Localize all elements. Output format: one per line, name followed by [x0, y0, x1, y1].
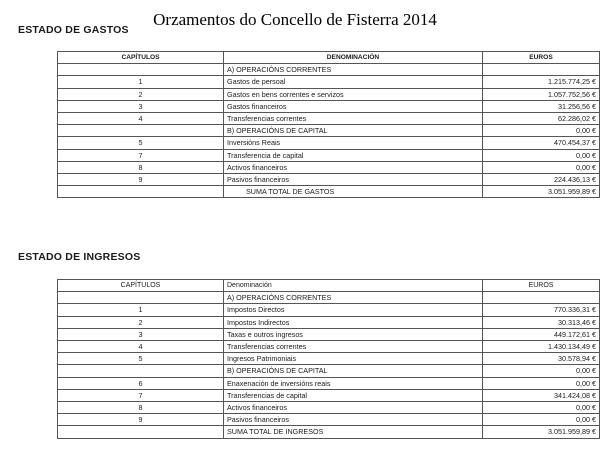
expenses-table-body	[58, 64, 600, 198]
denomination-cell: Taxas e outros ingresos	[224, 328, 483, 340]
amount-cell: 0,00 €	[483, 377, 600, 389]
chapter-cell	[58, 186, 224, 198]
amount-cell: 0,00 €	[483, 414, 600, 426]
chapter-cell: 8	[58, 402, 224, 414]
header-denomination: DENOMINACIÓN	[224, 52, 483, 64]
amount-cell: 0,00 €	[483, 365, 600, 377]
denomination-cell: Pasivos financeiros	[224, 414, 483, 426]
document-title: Orzamentos do Concello de Fisterra 2014	[153, 10, 437, 29]
denomination-cell: Transferencia de capital	[224, 149, 483, 161]
denomination-cell: Transferencias de capital	[224, 389, 483, 401]
denomination-cell: SUMA TOTAL DE GASTOS	[224, 186, 483, 198]
table-header-row	[58, 280, 600, 292]
amount-cell: 3.051.959,89 €	[483, 426, 600, 438]
denomination-cell: A) OPERACIÓNS CORRENTES	[224, 64, 483, 76]
amount-cell: 1.057.752,56 €	[483, 88, 600, 100]
table-row	[58, 125, 600, 137]
chapter-cell	[58, 365, 224, 377]
denomination-cell: B) OPERACIÓNS DE CAPITAL	[224, 125, 483, 137]
chapter-cell: 1	[58, 76, 224, 88]
amount-cell: 470.454,37 €	[483, 137, 600, 149]
table-row	[58, 149, 600, 161]
table-row	[58, 113, 600, 125]
table-row	[58, 402, 600, 414]
denomination-cell: Impostos Directos	[224, 304, 483, 316]
denomination-cell: Inversións Reais	[224, 137, 483, 149]
amount-cell: 1.215.774,25 €	[483, 76, 600, 88]
table-row	[58, 137, 600, 149]
chapter-cell: 5	[58, 353, 224, 365]
table-row	[58, 292, 600, 304]
denomination-cell: SUMA TOTAL DE INGRESOS	[224, 426, 483, 438]
header-chapters: CAPÍTULOS	[58, 280, 224, 292]
table-row	[58, 414, 600, 426]
table-row	[58, 328, 600, 340]
amount-cell	[483, 64, 600, 76]
table-row	[58, 389, 600, 401]
table-row	[58, 426, 600, 438]
income-table-body	[58, 292, 600, 438]
table-row	[58, 341, 600, 353]
header-chapters: CAPÍTULOS	[58, 52, 224, 64]
amount-cell: 30.313,46 €	[483, 316, 600, 328]
chapter-cell: 9	[58, 414, 224, 426]
chapter-cell: 4	[58, 341, 224, 353]
amount-cell: 770.336,31 €	[483, 304, 600, 316]
amount-cell: 0,00 €	[483, 125, 600, 137]
denomination-cell: Pasivos financeiros	[224, 174, 483, 186]
chapter-cell: 7	[58, 149, 224, 161]
chapter-cell: 2	[58, 316, 224, 328]
amount-cell: 0,00 €	[483, 161, 600, 173]
denomination-cell: Gastos financeiros	[224, 100, 483, 112]
amount-cell: 62.286,02 €	[483, 113, 600, 125]
table-row	[58, 316, 600, 328]
amount-cell: 0,00 €	[483, 149, 600, 161]
header-euros: EUROS	[483, 52, 600, 64]
denomination-cell: Gastos de persoal	[224, 76, 483, 88]
table-row	[58, 64, 600, 76]
table-row	[58, 353, 600, 365]
expenses-heading: ESTADO DE GASTOS	[18, 24, 129, 36]
chapter-cell: 8	[58, 161, 224, 173]
amount-cell: 1.430.134,49 €	[483, 341, 600, 353]
chapter-cell: 5	[58, 137, 224, 149]
denomination-cell: Transferencias correntes	[224, 341, 483, 353]
table-header-row	[58, 52, 600, 64]
table-row	[58, 377, 600, 389]
chapter-cell: 3	[58, 328, 224, 340]
amount-cell: 0,00 €	[483, 402, 600, 414]
chapter-cell: 6	[58, 377, 224, 389]
chapter-cell: 9	[58, 174, 224, 186]
amount-cell: 30.578,94 €	[483, 353, 600, 365]
denomination-cell: Activos financeiros	[224, 402, 483, 414]
chapter-cell: 4	[58, 113, 224, 125]
expenses-table	[57, 51, 600, 198]
chapter-cell	[58, 426, 224, 438]
table-row	[58, 186, 600, 198]
amount-cell: 341.424,08 €	[483, 389, 600, 401]
table-row	[58, 161, 600, 173]
amount-cell	[483, 292, 600, 304]
denomination-cell: Enaxenación de inversións reais	[224, 377, 483, 389]
chapter-cell	[58, 64, 224, 76]
table-row	[58, 100, 600, 112]
chapter-cell: 2	[58, 88, 224, 100]
denomination-cell: B) OPERACIÓNS DE CAPITAL	[224, 365, 483, 377]
denomination-cell: Ingresos Patrimoniais	[224, 353, 483, 365]
table-row	[58, 88, 600, 100]
income-heading: ESTADO DE INGRESOS	[18, 251, 141, 263]
chapter-cell: 7	[58, 389, 224, 401]
header-denomination: Denominación	[224, 280, 483, 292]
amount-cell: 224.436,13 €	[483, 174, 600, 186]
denomination-cell: A) OPERACIÓNS CORRENTES	[224, 292, 483, 304]
amount-cell: 449.172,61 €	[483, 328, 600, 340]
table-row	[58, 365, 600, 377]
amount-cell: 31.256,56 €	[483, 100, 600, 112]
header-euros: EUROS	[483, 280, 600, 292]
amount-cell: 3.051.959,89 €	[483, 186, 600, 198]
chapter-cell: 1	[58, 304, 224, 316]
chapter-cell: 3	[58, 100, 224, 112]
denomination-cell: Gastos en bens correntes e servizos	[224, 88, 483, 100]
denomination-cell: Activos financeiros	[224, 161, 483, 173]
chapter-cell	[58, 125, 224, 137]
denomination-cell: Impostos Indirectos	[224, 316, 483, 328]
income-table	[57, 279, 600, 439]
denomination-cell: Transferencias correntes	[224, 113, 483, 125]
table-row	[58, 76, 600, 88]
table-row	[58, 174, 600, 186]
chapter-cell	[58, 292, 224, 304]
table-row	[58, 304, 600, 316]
